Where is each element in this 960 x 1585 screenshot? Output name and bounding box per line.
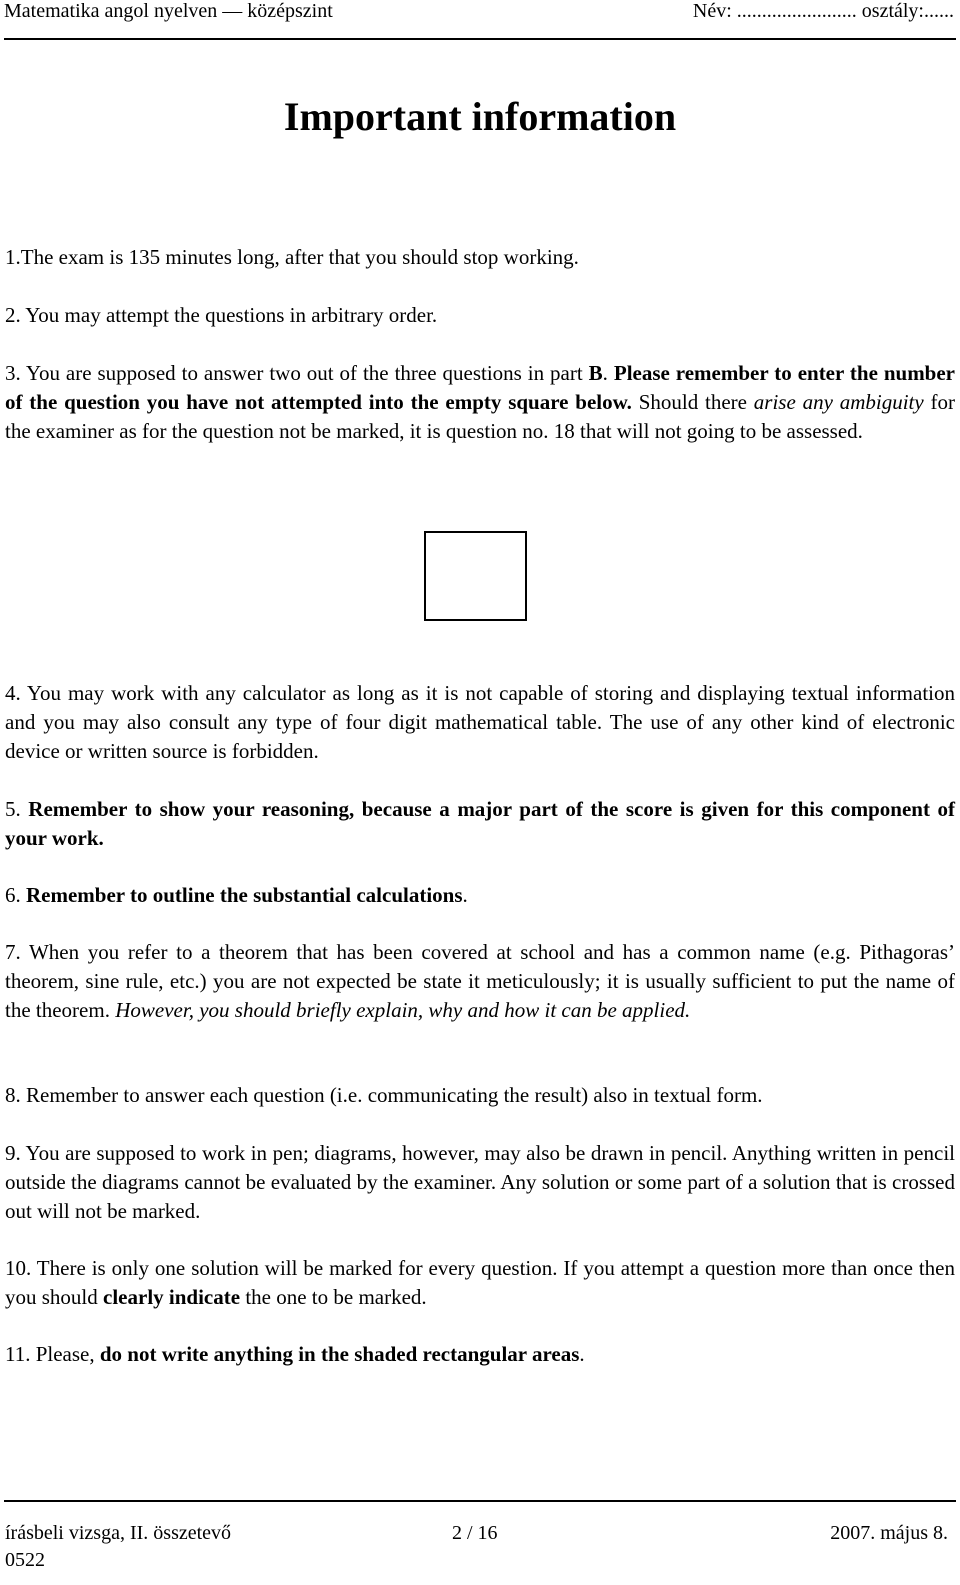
footer-rule	[4, 1500, 956, 1502]
page-header	[4, 0, 954, 40]
item-10	[5, 1254, 955, 1312]
item-5-bold: Remember to show your reasoning, because a major part of the score is given for this component of your work.	[5, 797, 956, 850]
item-7-italic: However, you should briefly explain, why and how it can be applied.	[115, 998, 691, 1022]
item-10-bold: clearly indicate	[103, 1285, 241, 1309]
item-11	[5, 1340, 955, 1369]
item-6-bold: Remember to outline the substantial calculations	[26, 883, 463, 907]
item-9: 9. You are supposed to work in pen; diagrams, however, may also be drawn in pencil. Anything written in pencil outside the diagrams cannot be evaluated by the examiner. Any solution or some part of a solution that is crossed out will not be marked.	[5, 1141, 955, 1223]
item-1: 1.The exam is 135 minutes long, after that you should stop working.	[5, 245, 579, 269]
item-3-sep: .	[602, 361, 614, 385]
item-11-end: .	[579, 1342, 585, 1366]
item-2: 2. You may attempt the questions in arbitrary order.	[5, 303, 438, 327]
item-5	[5, 795, 955, 853]
item-6-num: 6.	[5, 883, 26, 907]
item-11-text: 11. Please,	[5, 1342, 100, 1366]
item-11-bold: do not write anything in the shaded rectangular areas	[99, 1342, 580, 1366]
item-3-italic: arise any ambiguity	[753, 390, 924, 414]
item-3-part: B	[588, 361, 603, 385]
item-4: 4. You may work with any calculator as long as it is not capable of storing and displaying textual information and you may also consult any type of four digit mathematical table. The use of any other kind of electronic device or written source is forbidden.	[5, 681, 955, 763]
footer-exam-label: írásbeli vizsga, II. összetevő	[5, 1522, 232, 1544]
unattempted-question-box[interactable]	[424, 531, 527, 621]
item-3	[5, 359, 955, 446]
item-7-text: 7. When you refer to a theorem that has been covered at school and has a common name (e.g. Pithagoras’ theorem, sine rule, etc.) you are not expected be state it meticulously; it is usually sufficient to put the name of the theorem.	[5, 940, 955, 1022]
page-title: Important information	[283, 94, 677, 139]
item-3-text: 3. You are supposed to answer two out of the three questions in part	[5, 361, 589, 385]
item-3-bold: Please remember to enter the number of the question you have not attempted into the empty square below.	[5, 361, 956, 414]
item-10-text: 10. There is only one solution will be marked for every question. If you attempt a question more than once then you should	[5, 1256, 955, 1309]
item-10-end: the one to be marked.	[240, 1285, 427, 1309]
item-8: 8. Remember to answer each question (i.e. communicating the result) also in textual form.	[5, 1083, 763, 1107]
header-rule	[4, 38, 956, 40]
footer-page-number: 2 / 16	[452, 1522, 498, 1544]
footer-code: 0522	[5, 1549, 45, 1571]
footer-date: 2007. május 8.	[830, 1522, 948, 1544]
header-name-class: Név: ........................ osztály:......	[692, 0, 954, 22]
item-6	[5, 881, 955, 910]
item-3-text2: Should there	[631, 390, 754, 414]
footer-left	[5, 1520, 231, 1574]
header-subject: Matematika angol nyelven — középszint	[4, 0, 333, 22]
item-7	[5, 938, 955, 1025]
item-5-num: 5.	[5, 797, 29, 821]
item-6-end: .	[462, 883, 468, 907]
item-3-text3: for the examiner as for the question not be marked, it is question no. 18 that will not going to be assessed.	[5, 390, 956, 443]
